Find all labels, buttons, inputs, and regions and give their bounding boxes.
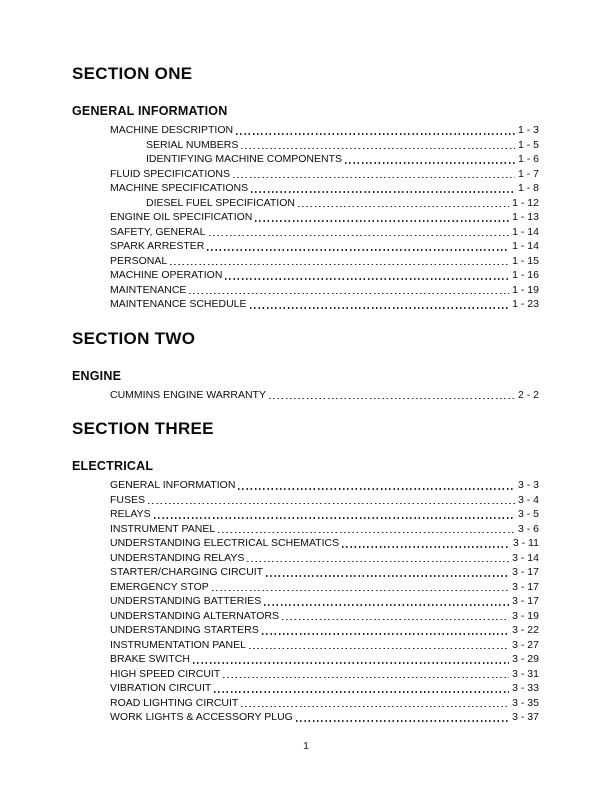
toc-entry [72,297,539,312]
toc-entry [72,522,539,537]
entry-label: INSTRUMENT PANEL [110,522,216,535]
dot-leader [266,575,509,577]
group-heading: ELECTRICAL [72,459,154,473]
toc-entry [72,681,539,696]
entry-list [72,388,539,403]
dot-leader [249,648,509,650]
dot-leader [154,517,515,519]
table-of-contents [72,64,539,725]
entry-page-number: 3 - 5 [517,508,539,520]
entry-label: IDENTIFYING MACHINE COMPONENTS [146,153,343,165]
entry-label: STARTER/CHARGING CIRCUIT [110,566,264,578]
entry-page-number: 3 - 22 [512,624,539,636]
dot-leader [148,503,515,505]
entry-page-number: 1 - 3 [517,124,539,136]
dot-leader [247,561,509,563]
entry-page-number: 1 - 14 [512,240,539,252]
entry-page-number: 1 - 16 [512,269,539,281]
toc-entry [72,268,539,283]
toc-entry [72,388,539,403]
toc-section [72,419,539,725]
entry-page-number: 1 - 8 [517,182,539,194]
toc-entry [72,594,539,609]
entry-page-number: 3 - 33 [512,682,539,694]
entry-label: ROAD LIGHTING CIRCUIT [110,696,239,709]
entry-page-number: 1 - 13 [512,211,539,223]
entry-page-number: 3 - 19 [512,609,539,622]
toc-entry [72,123,539,138]
entry-label: MACHINE SPECIFICATIONS [110,182,249,194]
toc-entry [72,609,539,624]
entry-page-number: 3 - 17 [512,566,539,578]
entry-page-number: 1 - 19 [512,283,539,296]
entry-label: DIESEL FUEL SPECIFICATION [146,196,295,209]
entry-label: UNDERSTANDING BATTERIES [110,595,262,607]
toc-section [72,329,539,403]
entry-label: CUMMINS ENGINE WARRANTY [110,388,266,401]
entry-label: UNDERSTANDING RELAYS [110,551,245,564]
entry-label: BRAKE SWITCH [110,653,190,665]
dot-leader [170,264,509,266]
dot-leader [223,677,509,679]
toc-entry [72,152,539,167]
dot-leader [238,488,515,490]
entry-label: SERIAL NUMBERS [146,138,239,151]
entry-list [72,478,539,725]
entry-page-number: 1 - 15 [512,254,539,267]
entry-label: MACHINE OPERATION [110,269,223,281]
toc-entry [72,239,539,254]
dot-leader [189,293,509,295]
entry-label: PERSONAL [110,254,168,267]
toc-entry [72,254,539,269]
toc-entry [72,167,539,182]
toc-entry [72,580,539,595]
entry-label: MAINTENANCE [110,283,187,296]
entry-page-number: 3 - 4 [517,493,539,506]
entry-label: RELAYS [110,508,151,520]
entry-page-number: 1 - 12 [512,196,539,209]
toc-entry [72,493,539,508]
toc-entry [72,507,539,522]
entry-label: GENERAL INFORMATION [110,479,236,491]
entry-page-number: 3 - 14 [512,551,539,564]
entry-label: FUSES [110,493,146,506]
entry-label: EMERGENCY STOP [110,580,209,593]
dot-leader [207,249,509,251]
toc-entry [72,225,539,240]
entry-list [72,123,539,312]
dot-leader [264,604,509,606]
entry-label: ENGINE OIL SPECIFICATION [110,211,253,223]
section-title: SECTION ONE [72,64,193,83]
toc-entry [72,696,539,711]
entry-page-number: 3 - 35 [512,696,539,709]
dot-leader [193,662,509,664]
group-heading: ENGINE [72,368,122,383]
entry-page-number: 3 - 17 [512,580,539,593]
toc-entry [72,210,539,225]
section-title: SECTION TWO [72,328,196,348]
footer-page-number: 1 [303,740,309,752]
dot-leader [209,235,510,237]
toc-entry [72,551,539,566]
toc-entry [72,652,539,667]
toc-entry [72,283,539,298]
entry-page-number: 1 - 7 [517,167,539,180]
dot-leader [241,148,515,150]
dot-leader [250,307,510,309]
dot-leader [342,546,510,548]
section-title: SECTION THREE [72,419,214,438]
entry-label: MACHINE DESCRIPTION [110,124,234,136]
entry-label: HIGH SPEED CIRCUIT [110,667,221,680]
dot-leader [251,191,515,193]
entry-page-number: 3 - 17 [512,595,539,607]
entry-page-number: 3 - 6 [517,522,539,535]
toc-section [72,64,539,312]
entry-label: INSTRUMENTATION PANEL [110,638,246,651]
entry-page-number: 1 - 23 [512,298,539,310]
toc-entry [72,667,539,682]
entry-label: UNDERSTANDING ALTERNATORS [110,609,279,622]
dot-leader [269,398,515,400]
entry-page-number: 3 - 29 [512,653,539,665]
toc-entry [72,710,539,725]
dot-leader [212,590,509,592]
entry-label: UNDERSTANDING STARTERS [110,624,259,636]
dot-leader [241,706,509,708]
entry-page-number: 3 - 37 [512,711,539,723]
entry-label: UNDERSTANDING ELECTRICAL SCHEMATICS [110,537,340,549]
dot-leader [233,177,515,179]
entry-page-number: 1 - 5 [517,138,539,151]
group-heading: GENERAL INFORMATION [72,104,228,118]
dot-leader [345,162,515,164]
dot-leader [255,220,509,222]
entry-label: SPARK ARRESTER [110,240,205,252]
dot-leader [218,532,515,534]
toc-entry [72,478,539,493]
entry-label: MAINTENANCE SCHEDULE [110,298,247,310]
entry-page-number: 2 - 2 [517,388,539,401]
entry-page-number: 3 - 3 [517,479,539,491]
entry-label: WORK LIGHTS & ACCESSORY PLUG [110,711,293,723]
toc-entry [72,565,539,580]
toc-entry [72,181,539,196]
entry-page-number: 3 - 11 [512,537,539,549]
toc-entry [72,536,539,551]
dot-leader [225,278,509,280]
dot-leader [262,633,509,635]
toc-entry [72,638,539,653]
dot-leader [296,720,509,722]
dot-leader [236,133,515,135]
entry-page-number: 3 - 27 [512,638,539,651]
dot-leader [298,206,509,208]
entry-page-number: 1 - 14 [512,225,539,238]
toc-entry [72,623,539,638]
toc-entry [72,196,539,211]
entry-label: VIBRATION CIRCUIT [110,682,212,694]
entry-page-number: 1 - 6 [517,153,539,165]
entry-page-number: 3 - 31 [512,667,539,680]
entry-label: SAFETY, GENERAL [110,225,206,238]
dot-leader [214,691,509,693]
entry-label: FLUID SPECIFICATIONS [110,167,230,180]
toc-entry [72,138,539,153]
dot-leader [282,619,509,621]
